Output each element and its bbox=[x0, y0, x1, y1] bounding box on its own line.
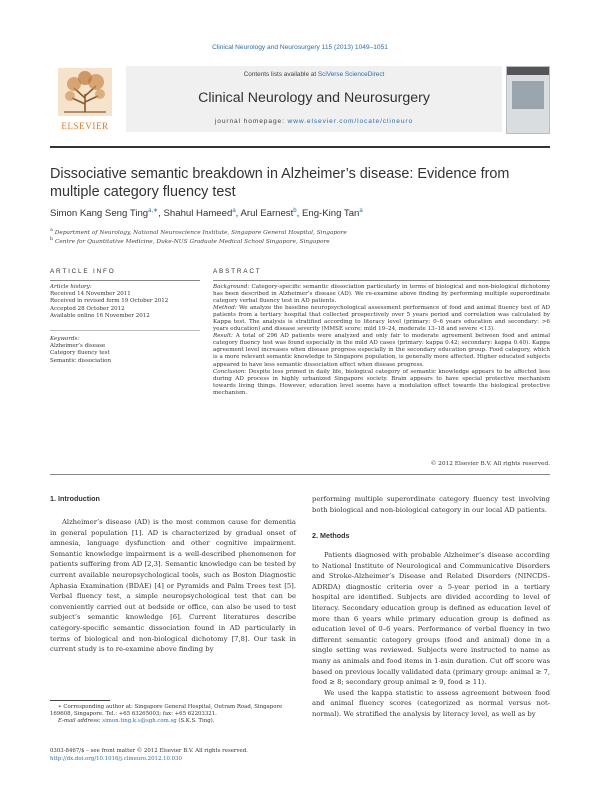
masthead-rule bbox=[50, 146, 550, 148]
intro-continuation: performing multiple superordinate category fluency test involving both biological and non-biological category in our local AD patients. bbox=[312, 495, 550, 514]
masthead-center bbox=[126, 66, 502, 132]
abstract-heading: ABSTRACT bbox=[213, 268, 262, 275]
keywords: Keywords: Alzheimer’s disease Category fluency test Semantic dissociation bbox=[50, 336, 200, 365]
article-info-heading: ARTICLE INFO bbox=[50, 268, 116, 275]
keyword: Semantic dissociation bbox=[50, 357, 112, 364]
author-name[interactable]: Eng-King Tan bbox=[301, 208, 360, 220]
abstract-paragraph: Background: Category-specific semantic dissociation particularly in terms of biological and non-biological dichotomy has been described in Alzheimer’s disease (AD). We re-examine above finding by performing multiple superordinate category verbal fluency test in AD patients. bbox=[213, 284, 550, 305]
divider bbox=[50, 474, 550, 475]
homepage-line: journal homepage: www.elsevier.com/locate/clineuro bbox=[214, 118, 414, 125]
email-link[interactable]: simon.ting.k.s@sgh.com.sg bbox=[102, 718, 177, 725]
abstract-body bbox=[213, 284, 550, 397]
author-name[interactable]: Shahul Hameed bbox=[163, 208, 233, 220]
journal-reference[interactable]: Clinical Neurology and Neurosurgery 115 (2013) 1049–1051 bbox=[212, 44, 388, 51]
footnotes bbox=[50, 704, 296, 726]
intro-text: Alzheimer’s disease (AD) is the most common cause for dementia in general population [1]. AD is characterized by gradual onset of amnesia, language dysfunction and other cognitive impairment. Semantic knowledge impairment is a well-described phenomenon for patients suffering from AD [2,3]. Semantic knowledge can be tested by current available neuropsychological tools, such as Boston Diagnostic Aphasia Examination (BDAE) [4] or Pyramids and Palm Trees test [5]. Verbal fluency test, a simple neuropsychological test that can be conveniently carried out at bedside or office, can also be used to test subject’s semantic knowledge [6]. Current literatures describe category-specific semantic dissociation found in AD particularly in terms of biological and non-biological dichotomy [7,8]. Our task in current study is to re-examine above finding by bbox=[50, 518, 296, 654]
homepage-link[interactable]: www.elsevier.com/locate/clineuro bbox=[287, 118, 414, 125]
abstract-paragraph: Method: We analyze the baseline neuropsychological assessment performance of food and animal fluency test of AD patients from a tertiary hospital that collected prospectively over 5 years period and correlation was calculated by Kappa test. The analysis is stratified according to literacy level (primary: 0–6 years education and secondary: >6 years education) and disease severity (MMSE score: mild 19–24, moderate 13–18 and severe <13). bbox=[213, 305, 550, 333]
section-heading: 2. Methods bbox=[312, 531, 350, 540]
abstract-paragraph: Result: A total of 296 AD patients were analyzed and only fair to moderate agreement between food and animal category fluency test was found especially in the mild AD cases (primary: kappa 0.42; secondary: kappa 0.40). Kappa agreement level increases when disease progress especially in the secondary education group. Food category, which is a more relevant semantic knowledge to Singapore population, is generally more affected. Higher educated subjects appeared to have less semantic dissociation effect when disease progress. bbox=[213, 333, 550, 368]
contents-line: Contents lists available at SciVerse ScienceDirect bbox=[243, 71, 385, 78]
keyword: Alzheimer’s disease bbox=[50, 343, 106, 350]
journal-title: Clinical Neurology and Neurosurgery bbox=[198, 90, 430, 106]
divider bbox=[50, 280, 200, 281]
journal-cover-thumbnail bbox=[506, 66, 550, 134]
author-name[interactable]: Arul Earnest bbox=[240, 208, 294, 220]
doi-link[interactable]: http://dx.doi.org/10.1016/j.clineuro.2012.10.030 bbox=[50, 756, 182, 762]
masthead bbox=[50, 66, 550, 140]
author-list: Simon Kang Seng Ting$^{a,∗}$, Shahul Hameed$^a$, Arul Earnest$^b$, Eng-King Tan$^a$ bbox=[50, 208, 363, 220]
corresponding-author-note: ∗ Corresponding author at: Singapore General Hospital, Outram Road, Singapore 169608, Singapore. Tel.: +65 63265003; fax: +65 62203321. bbox=[50, 704, 283, 718]
email-note: E-mail address: simon.ting.k.s@sgh.com.sg (S.K.S. Ting). bbox=[58, 718, 215, 725]
keyword: Category fluency test bbox=[50, 350, 110, 357]
article-title: Dissociative semantic breakdown in Alzheimer’s disease: Evidence from multiple category fluency test bbox=[50, 166, 510, 200]
author-name[interactable]: Simon Kang Seng Ting bbox=[50, 208, 149, 220]
abstract-paragraph: Conclusion: Despite less primed in daily life, biological category of semantic knowledge appears to be affected less during AD process in highly urbanized Singapore society. Brain appears to have special protective mechanism towards living things. However, education level seems have a modulation effect towards the biological protective mechanism. bbox=[213, 368, 550, 396]
divider bbox=[50, 330, 200, 331]
divider bbox=[213, 280, 550, 281]
footnote-rule bbox=[50, 700, 110, 701]
section-heading: 1. Introduction bbox=[50, 494, 100, 503]
article-history: Article history: Received 14 November 2011 Received in revised form 19 October 2012 Accepted 28 October 2012 Available online 16 November 2012 bbox=[50, 284, 169, 319]
publisher-wordmark: ELSEVIER bbox=[61, 121, 109, 131]
methods-text: Patients diagnosed with probable Alzheimer’s disease according to National Institute of Neurological and Communicative Disorders and Stroke-Alzheimer’s Disease and Related Disorders (NINCDS-ADRDA) diagnostic criteria over a 5-year period in a tertiary hospital are identified. Subjects are divided according to level of literacy. Secondary education group is defined as education level of more than 6 years while primary education group is defined as education level of 0–6 years. Performance of verbal fluency in two different semantic category groups (food and animal) done in a single setting was reviewed. Subjects were instructed to name as many as animals and food items in 1-min duration. Cut off score was based on previous locally validated data (primary group: animal ≥ 7, food ≥ 8; secondary group animal ≥ 9, food ≥ 11). We used the kappa statistic to assess agreement between food and animal fluency scores (categorized as normal versus not-normal). We stratified the analysis by literacy level, as well as by bbox=[312, 551, 550, 718]
affiliation: $^a$ Department of Neurology, National Neuroscience Institute, Singapore General Hospital, Singapore bbox=[50, 228, 347, 236]
sciencedirect-link[interactable]: SciVerse ScienceDirect bbox=[317, 71, 385, 78]
affiliation: $^b$ Centre for Quantitative Medicine, Duke-NUS Graduate Medical School Singapore, Singapore bbox=[50, 237, 330, 245]
issn-line: 0303-8467/$ – see front matter © 2012 Elsevier B.V. All rights reserved. bbox=[50, 748, 248, 754]
elsevier-logo bbox=[50, 66, 120, 132]
copyright: © 2012 Elsevier B.V. All rights reserved. bbox=[430, 461, 550, 467]
doi-line bbox=[50, 756, 350, 763]
